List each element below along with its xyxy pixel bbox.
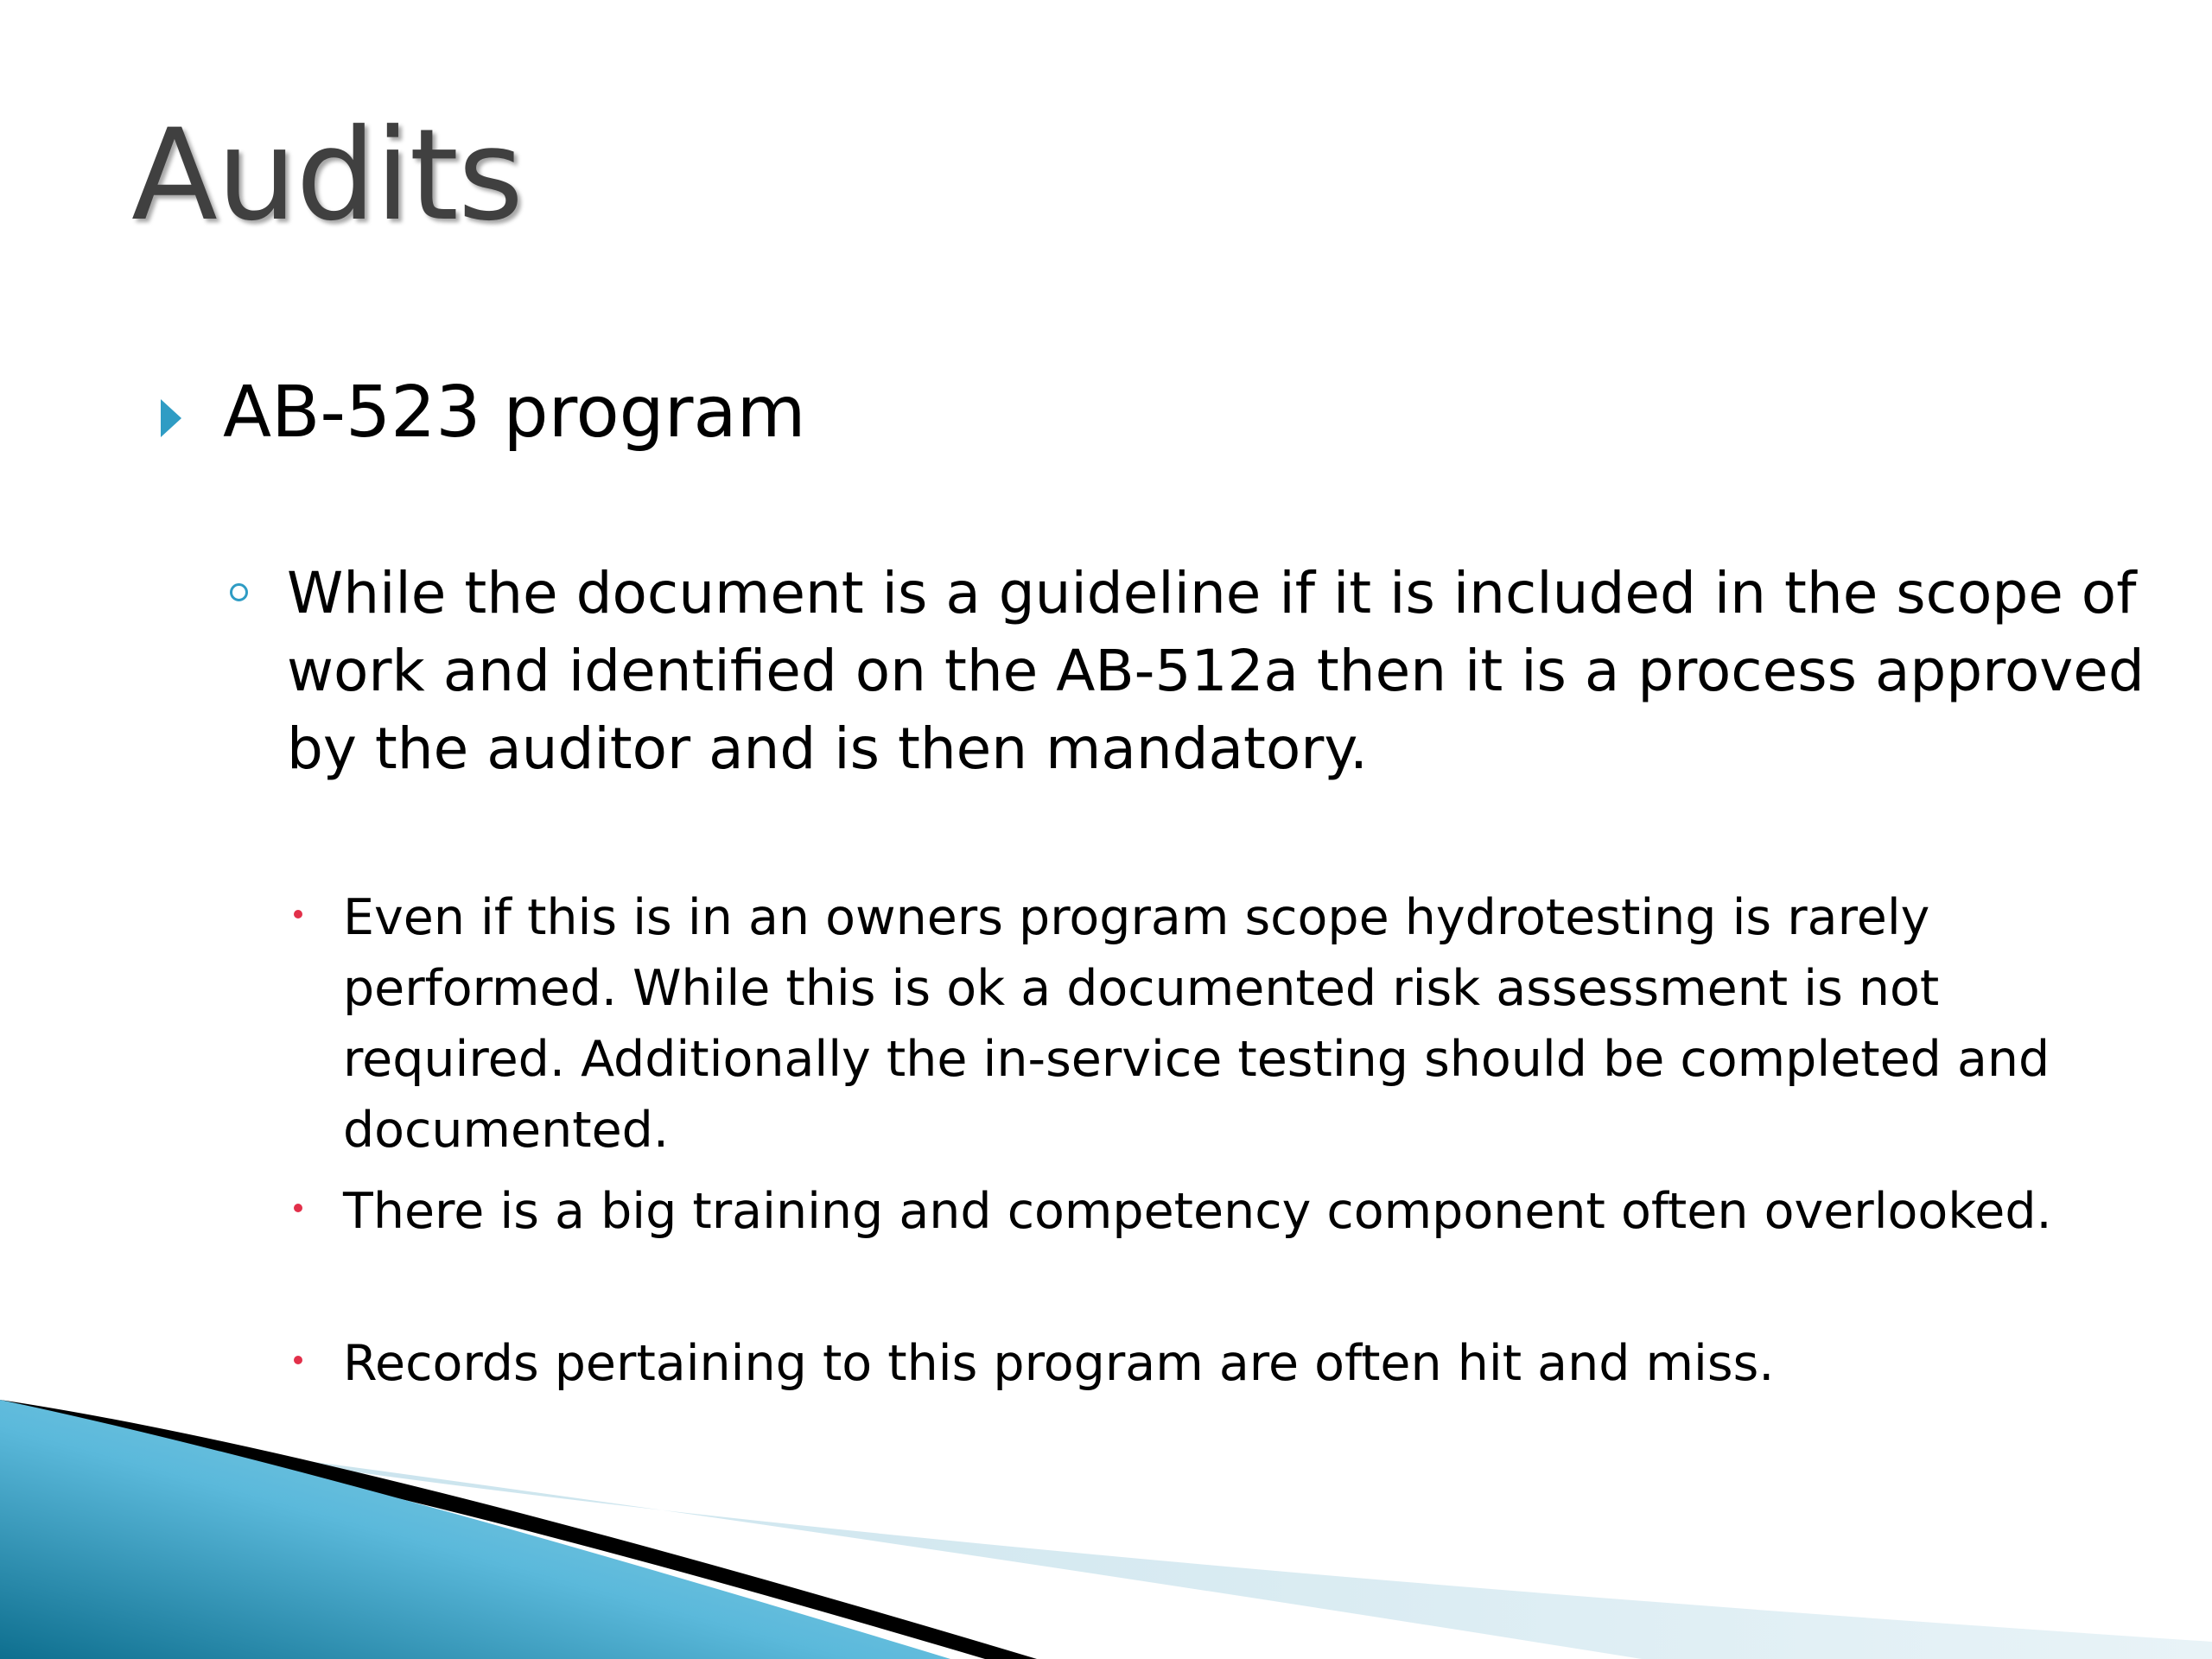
triangle-bullet-icon	[161, 399, 181, 437]
ring-bullet-icon	[230, 583, 248, 601]
sub-bullet	[294, 882, 2108, 1166]
bullet-level1-text: AB-523 program	[223, 372, 806, 454]
dot-bullet-icon	[294, 910, 302, 918]
sub-bullet-text: Records pertaining to this program are often hit and miss.	[343, 1335, 1775, 1392]
bullet-level2-text: While the document is a guideline if it is included in the scope of work and identified on the AB-512a then it is a process approved by the auditor and is then mandatory.	[287, 560, 2145, 782]
dot-bullet-icon	[294, 1204, 302, 1212]
slide-title: Audits	[131, 102, 523, 249]
sub-bullet	[294, 1328, 2108, 1399]
dot-bullet-icon	[294, 1356, 302, 1364]
sub-bullet-text: There is a big training and competency component often overlooked.	[343, 1183, 2052, 1240]
sub-bullet	[294, 1176, 2108, 1247]
sub-bullet-text: Even if this is in an owners program scope hydrotesting is rarely performed. While this is ok a documented risk assessment is not required. Additionally the in-service testing should be completed and documented.	[343, 889, 2050, 1159]
bullet-level1	[161, 370, 806, 456]
bullet-level2	[230, 555, 2165, 788]
